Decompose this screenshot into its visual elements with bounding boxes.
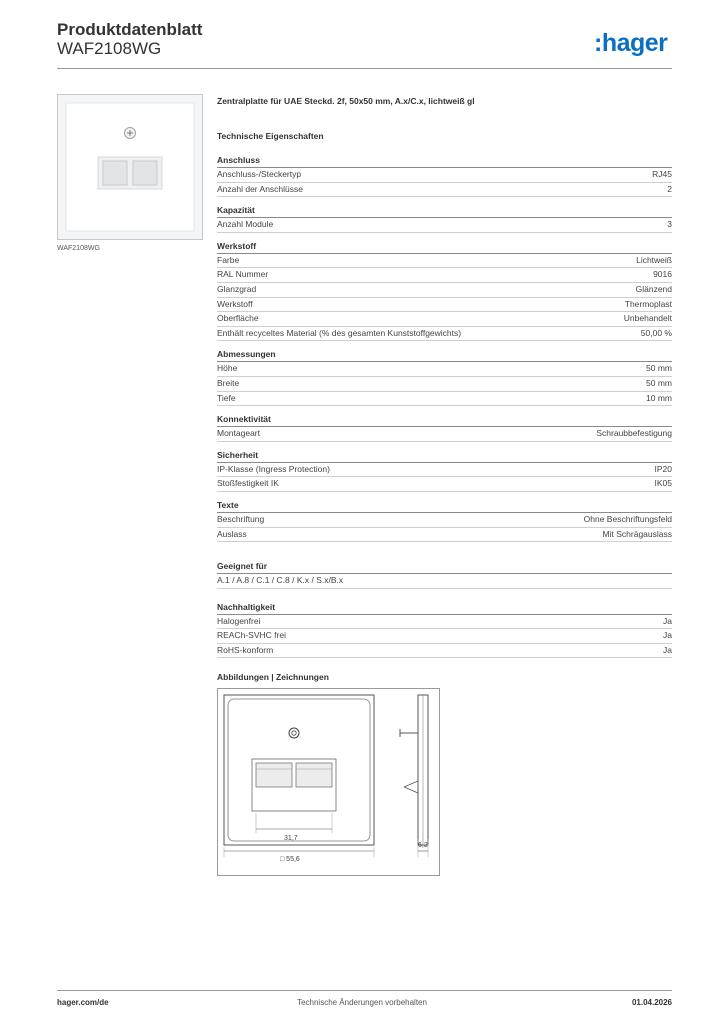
footer-divider [57, 990, 672, 991]
page-title: Produktdatenblatt [57, 20, 203, 39]
table-row [217, 183, 672, 198]
row-value: IK05 [654, 478, 672, 489]
product-code: WAF2108WG [57, 39, 162, 58]
footer-disclaimer: Technische Änderungen vorbehalten [297, 998, 427, 1007]
product-description: Zentralplatte für UAE Steckd. 2f, 50x50 mm, A.x/C.x, lichtweiß gl [217, 96, 475, 106]
section-title: Nachhaltigkeit [217, 601, 672, 615]
product-image [57, 94, 203, 240]
technical-drawing [217, 688, 440, 876]
section-title: Texte [217, 499, 672, 513]
row-value: Mit Schrägauslass [602, 528, 672, 539]
row-label: A.1 / A.8 / C.1 / C.8 / K.x / S.x/B.x [217, 575, 344, 586]
section-title: Sicherheit [217, 449, 672, 463]
row-value: 10 mm [646, 392, 672, 403]
table-row [217, 168, 672, 183]
section-title: Konnektivität [217, 413, 672, 427]
row-value: Schraubbefestigung [596, 428, 672, 439]
section-title: Werkstoff [217, 240, 672, 254]
table-row [217, 254, 672, 269]
product-details [217, 96, 672, 876]
row-label: Anzahl der Anschlüsse [217, 183, 303, 194]
section-kapazitaet [217, 204, 672, 233]
table-row [217, 644, 672, 659]
row-value: 9016 [653, 269, 672, 280]
section-title: Abmessungen [217, 348, 672, 362]
row-value: RJ45 [652, 169, 672, 179]
row-value: 50 mm [646, 363, 672, 374]
row-label: Breite [217, 377, 240, 388]
product-image-caption: WAF2108WG [57, 245, 100, 252]
row-value: 3 [667, 219, 672, 230]
row-value: Unbehandelt [623, 313, 672, 324]
section-texte [217, 499, 672, 542]
table-row [217, 392, 672, 407]
row-label: Höhe [217, 363, 238, 374]
dimension-label: 31,7 [284, 835, 298, 843]
table-row [217, 327, 672, 342]
row-value: 50,00 % [640, 327, 672, 338]
row-label: REACh-SVHC frei [217, 630, 286, 641]
section-werkstoff [217, 240, 672, 342]
table-row [217, 283, 672, 298]
table-row [217, 298, 672, 313]
row-label: Auslass [217, 528, 247, 539]
row-value: Lichtweiß [636, 254, 672, 265]
section-geeignet [217, 560, 672, 589]
row-label: Farbe [217, 254, 240, 265]
row-label: RoHS-konform [217, 644, 274, 655]
row-label: Montageart [217, 428, 260, 439]
dimension-label: 6,2 [418, 842, 428, 850]
section-anschluss [217, 154, 672, 197]
table-row [217, 574, 672, 589]
row-value: Thermoplast [624, 298, 672, 309]
row-value: Ja [663, 630, 672, 641]
row-label: Oberfläche [217, 313, 259, 324]
table-row [217, 629, 672, 644]
section-title: Anschluss [217, 154, 672, 168]
row-label: Werkstoff [217, 298, 253, 309]
dimension-label: □ 55,6 [280, 856, 300, 864]
table-row [217, 477, 672, 492]
table-row [217, 615, 672, 630]
row-value: Ja [663, 644, 672, 655]
row-label: Beschriftung [217, 513, 265, 524]
table-row [217, 427, 672, 442]
table-row [217, 528, 672, 543]
row-label: Tiefe [217, 392, 236, 403]
hager-logo: :hager [594, 29, 668, 57]
section-sicherheit [217, 449, 672, 492]
row-value: 50 mm [646, 377, 672, 388]
table-row [217, 362, 672, 377]
row-label: IP-Klasse (Ingress Protection) [217, 463, 330, 474]
row-value: IP20 [654, 463, 672, 474]
section-title: Geeignet für [217, 560, 672, 574]
footer-date: 01.04.2026 [631, 998, 672, 1007]
row-label: Anschluss-/Steckertyp [217, 169, 302, 179]
row-value: Ohne Beschriftungsfeld [583, 513, 672, 524]
row-label: Anzahl Module [217, 219, 274, 230]
table-row [217, 377, 672, 392]
row-value: 2 [667, 183, 672, 194]
row-label: Glanzgrad [217, 283, 257, 294]
row-label: Stoßfestigkeit IK [217, 478, 279, 489]
row-label: RAL Nummer [217, 269, 269, 280]
table-row [217, 268, 672, 283]
table-row [217, 463, 672, 478]
table-row [217, 312, 672, 327]
header-divider [57, 68, 672, 69]
row-label: Enthält recyceltes Material (% des gesamten Kunststoffgewichts) [217, 327, 462, 338]
footer-website[interactable]: hager.com/de [57, 998, 109, 1007]
tech-properties-heading: Technische Eigenschaften [217, 131, 324, 141]
table-row [217, 218, 672, 233]
section-konnektivitaet [217, 413, 672, 442]
row-label: Halogenfrei [217, 615, 261, 626]
drawings-heading: Abbildungen | Zeichnungen [217, 672, 329, 683]
row-value: Ja [663, 615, 672, 626]
row-value: Glänzend [635, 283, 672, 294]
section-title: Kapazität [217, 204, 672, 218]
section-abmessungen [217, 348, 672, 406]
table-row [217, 513, 672, 528]
section-nachhaltigkeit [217, 601, 672, 659]
